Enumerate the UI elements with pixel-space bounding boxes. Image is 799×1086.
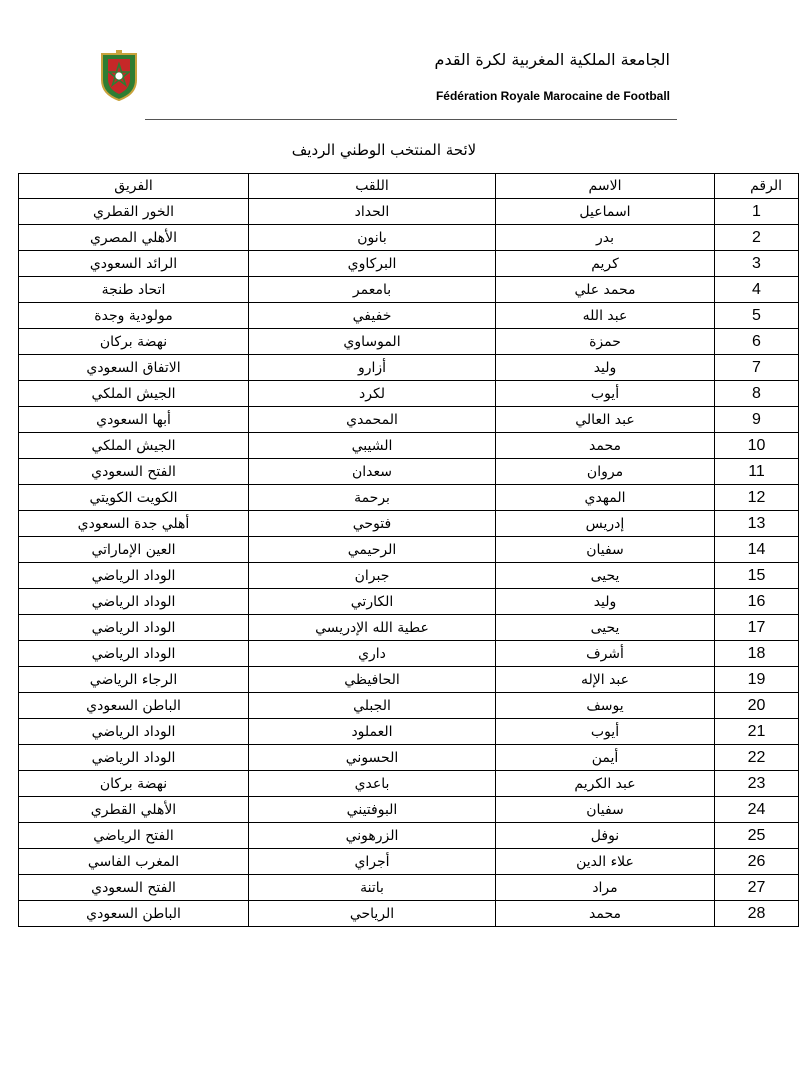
cell-number: 2 [715,225,799,251]
cell-name: عبد الله [496,303,715,329]
cell-nickname: باتنة [249,875,496,901]
cell-number: 16 [715,589,799,615]
cell-nickname: المحمدي [249,407,496,433]
cell-name: اسماعيل [496,199,715,225]
cell-name: يحيى [496,563,715,589]
logo-shield [102,50,136,100]
cell-team: الرائد السعودي [19,251,249,277]
cell-team: الفتح السعودي [19,459,249,485]
cell-number: 20 [715,693,799,719]
cell-name: بدر [496,225,715,251]
cell-name: وليد [496,355,715,381]
cell-team: الوداد الرياضي [19,615,249,641]
cell-number: 22 [715,745,799,771]
cell-name: سفيان [496,797,715,823]
cell-nickname: باعدي [249,771,496,797]
cell-name: سفيان [496,537,715,563]
cell-team: مولودية وجدة [19,303,249,329]
cell-team: الباطن السعودي [19,693,249,719]
cell-team: نهضة بركان [19,329,249,355]
cell-team: الفتح السعودي [19,875,249,901]
cell-number: 12 [715,485,799,511]
cell-nickname: بامعمر [249,277,496,303]
table-row [19,355,799,381]
cell-team: نهضة بركان [19,771,249,797]
cell-number: 28 [715,901,799,927]
cell-nickname: جبران [249,563,496,589]
cell-nickname: البركاوي [249,251,496,277]
cell-number: 27 [715,875,799,901]
cell-nickname: العملود [249,719,496,745]
cell-nickname: لكرد [249,381,496,407]
cell-nickname: الرياحي [249,901,496,927]
cell-nickname: الزرهوني [249,823,496,849]
table-row [19,407,799,433]
cell-name: حمزة [496,329,715,355]
table-row [19,719,799,745]
cell-number: 5 [715,303,799,329]
cell-number: 4 [715,277,799,303]
table-row [19,459,799,485]
table-row [19,225,799,251]
cell-nickname: الموساوي [249,329,496,355]
table-row [19,199,799,225]
header-team: الفريق [19,174,249,199]
cell-number: 7 [715,355,799,381]
cell-number: 9 [715,407,799,433]
cell-team: الفتح الرياضي [19,823,249,849]
cell-nickname: البوفتيني [249,797,496,823]
cell-number: 6 [715,329,799,355]
cell-team: المغرب الفاسي [19,849,249,875]
table-row [19,823,799,849]
table-header [19,174,799,199]
cell-nickname: بانون [249,225,496,251]
cell-name: عبد الكريم [496,771,715,797]
cell-team: الجيش الملكي [19,381,249,407]
cell-number: 8 [715,381,799,407]
table-row [19,329,799,355]
header-number: الرقم [715,174,799,199]
cell-team: الرجاء الرياضي [19,667,249,693]
cell-team: الاتفاق السعودي [19,355,249,381]
cell-name: يحيى [496,615,715,641]
table-row [19,667,799,693]
cell-team: الوداد الرياضي [19,589,249,615]
cell-number: 23 [715,771,799,797]
cell-number: 11 [715,459,799,485]
cell-nickname: عطية الله الإدريسي [249,615,496,641]
cell-number: 25 [715,823,799,849]
table-row [19,589,799,615]
table-row [19,615,799,641]
cell-team: الأهلي القطري [19,797,249,823]
cell-nickname: داري [249,641,496,667]
table-row [19,251,799,277]
cell-nickname: فتوحي [249,511,496,537]
table-row [19,693,799,719]
federation-name-arabic: الجامعة الملكية المغربية لكرة القدم [434,50,670,69]
cell-name: أيمن [496,745,715,771]
table-row [19,849,799,875]
table-row [19,745,799,771]
cell-team: الباطن السعودي [19,901,249,927]
cell-team: الجيش الملكي [19,433,249,459]
cell-team: الأهلي المصري [19,225,249,251]
cell-nickname: الرحيمي [249,537,496,563]
table-row [19,875,799,901]
cell-number: 15 [715,563,799,589]
cell-team: الخور القطري [19,199,249,225]
cell-nickname: الحداد [249,199,496,225]
cell-name: أشرف [496,641,715,667]
cell-team: الوداد الرياضي [19,641,249,667]
header-divider [145,119,677,120]
table-row [19,537,799,563]
cell-name: أيوب [496,719,715,745]
table-row [19,433,799,459]
cell-name: محمد [496,433,715,459]
cell-nickname: برحمة [249,485,496,511]
cell-number: 14 [715,537,799,563]
federation-name-french: Fédération Royale Marocaine de Football [435,89,670,103]
table-row [19,277,799,303]
frmf-logo [98,50,140,102]
table-row [19,797,799,823]
cell-name: علاء الدين [496,849,715,875]
cell-team: الوداد الرياضي [19,745,249,771]
cell-nickname: خفيفي [249,303,496,329]
table-row [19,485,799,511]
table-row [19,381,799,407]
cell-name: عبد العالي [496,407,715,433]
cell-name: وليد [496,589,715,615]
table-row [19,563,799,589]
table-row [19,771,799,797]
cell-name: يوسف [496,693,715,719]
cell-team: أبها السعودي [19,407,249,433]
player-roster-table [18,173,799,927]
document-title: لائحة المنتخب الوطني الرديف [291,141,477,159]
cell-number: 3 [715,251,799,277]
cell-nickname: الكارتي [249,589,496,615]
cell-number: 10 [715,433,799,459]
cell-name: كريم [496,251,715,277]
table-row [19,303,799,329]
cell-name: المهدي [496,485,715,511]
cell-number: 13 [715,511,799,537]
cell-name: محمد [496,901,715,927]
cell-name: مروان [496,459,715,485]
table-row [19,641,799,667]
table-row [19,901,799,927]
cell-number: 1 [715,199,799,225]
header-row [19,174,799,199]
cell-name: أيوب [496,381,715,407]
cell-number: 19 [715,667,799,693]
cell-nickname: الحسوني [249,745,496,771]
cell-name: إدريس [496,511,715,537]
cell-nickname: أجراي [249,849,496,875]
header-nickname: اللقب [249,174,496,199]
cell-nickname: الحافيظي [249,667,496,693]
cell-name: محمد علي [496,277,715,303]
cell-nickname: الشيبي [249,433,496,459]
cell-team: أهلي جدة السعودي [19,511,249,537]
cell-number: 21 [715,719,799,745]
cell-team: اتحاد طنجة [19,277,249,303]
table-body [19,199,799,927]
cell-name: عبد الإله [496,667,715,693]
table-row [19,511,799,537]
cell-number: 24 [715,797,799,823]
cell-name: نوفل [496,823,715,849]
cell-team: العين الإماراتي [19,537,249,563]
cell-nickname: أزارو [249,355,496,381]
cell-number: 26 [715,849,799,875]
cell-number: 17 [715,615,799,641]
cell-team: الوداد الرياضي [19,563,249,589]
header-name: الاسم [496,174,715,199]
cell-nickname: سعدان [249,459,496,485]
cell-name: مراد [496,875,715,901]
cell-team: الوداد الرياضي [19,719,249,745]
cell-nickname: الجبلي [249,693,496,719]
cell-number: 18 [715,641,799,667]
cell-team: الكويت الكويتي [19,485,249,511]
